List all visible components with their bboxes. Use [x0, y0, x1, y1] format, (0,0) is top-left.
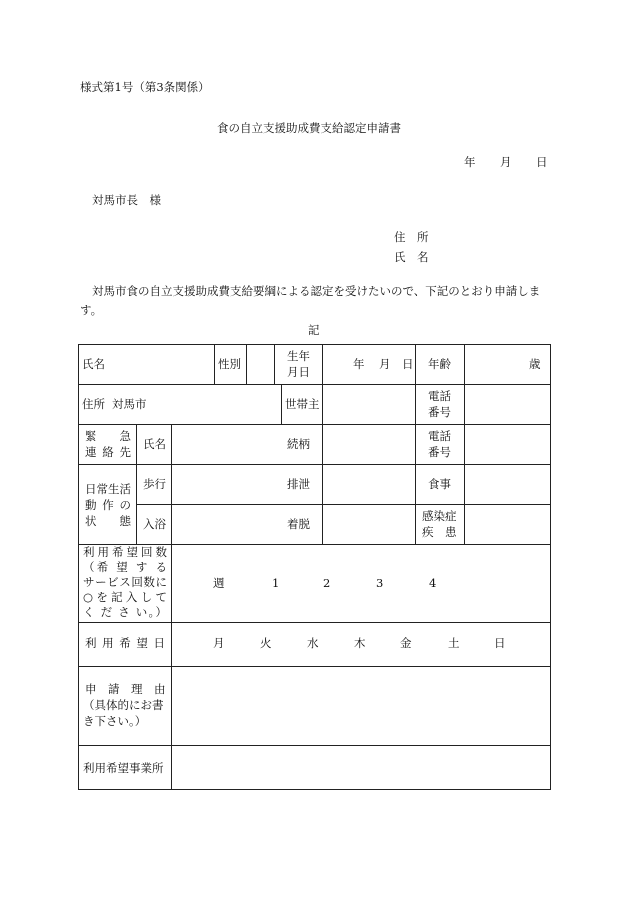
day-option-tuesday[interactable]: 火: [260, 636, 272, 650]
age-unit: 歳: [529, 357, 541, 371]
birth-day-unit: 日: [402, 357, 414, 371]
birthdate-label-line-2: 月日: [287, 365, 310, 379]
applicant-address-label: 住 所: [394, 230, 429, 244]
walking-label: 歩行: [143, 477, 166, 491]
application-form-table: [78, 344, 551, 790]
address-value: 対馬市: [112, 397, 147, 411]
frequency-option-1[interactable]: 1: [272, 576, 280, 590]
address-label: 住所: [82, 397, 105, 411]
date-day-label: 日: [536, 155, 548, 169]
birth-month-unit: 月: [379, 357, 391, 371]
eating-label: 食事: [428, 477, 451, 491]
desired-days-label: 利 用 希 望 日: [85, 636, 165, 650]
frequency-label-line-4: ○を記入して: [83, 590, 167, 604]
day-option-wednesday[interactable]: 水: [307, 636, 319, 650]
emergency-contact-label-line-2: 連 絡 先: [85, 445, 131, 459]
week-label: 週: [213, 576, 225, 590]
body-text-line-1: 対馬市食の自立支援助成費支給要綱による認定を受けたいので、下記のとおり申請しま: [92, 284, 541, 298]
phone-label-line-1: 電話: [428, 389, 451, 403]
emergency-name-label: 氏名: [143, 437, 166, 451]
relation-label: 続柄: [287, 437, 310, 451]
frequency-label-line-2: （希 望 す る: [83, 560, 167, 574]
dressing-label: 着脱: [287, 517, 310, 531]
day-option-friday[interactable]: 金: [400, 636, 412, 650]
age-label: 年齢: [428, 357, 451, 371]
addressee: 対馬市長 様: [92, 193, 161, 207]
form-number: 様式第1号（第3条関係）: [80, 80, 210, 94]
daily-living-label-line-3: 状 態: [85, 514, 131, 528]
frequency-option-4[interactable]: 4: [429, 576, 437, 590]
desired-office-label: 利用希望事業所: [83, 761, 164, 775]
date-month-label: 月: [500, 155, 512, 169]
emergency-phone-label-line-2: 番号: [428, 445, 451, 459]
day-option-monday[interactable]: 月: [213, 636, 225, 650]
birth-year-unit: 年: [353, 357, 365, 371]
applicant-name-label: 氏 名: [394, 250, 429, 264]
excretion-label: 排泄: [287, 477, 310, 491]
infection-label-line-1: 感染症: [422, 509, 457, 523]
body-text-line-2: す。: [80, 303, 103, 317]
day-option-saturday[interactable]: 土: [448, 636, 460, 650]
daily-living-label-line-1: 日常生活: [85, 482, 131, 496]
emergency-phone-label-line-1: 電話: [428, 429, 451, 443]
birthdate-label-line-1: 生年: [287, 349, 310, 363]
day-option-sunday[interactable]: 日: [494, 636, 506, 650]
frequency-label-line-5: く だ さ い。）: [83, 605, 167, 619]
reason-label-line-3: き下さい。）: [83, 714, 147, 728]
bathing-label: 入浴: [143, 517, 166, 531]
day-option-thursday[interactable]: 木: [354, 636, 366, 650]
date-year-label: 年: [464, 155, 476, 169]
frequency-label-line-1: 利用希望回数: [83, 545, 167, 559]
sex-label: 性別: [218, 357, 241, 371]
frequency-option-3[interactable]: 3: [376, 576, 384, 590]
frequency-label-line-3: サービス回数に: [83, 575, 167, 589]
reason-label-line-2: （具体的にお書: [83, 698, 164, 712]
reason-label-line-1: 申 請 理 由: [85, 682, 166, 696]
document-title: 食の自立支援助成費支給認定申請書: [217, 121, 401, 135]
householder-label: 世帯主: [285, 397, 320, 411]
phone-label-line-2: 番号: [428, 405, 451, 419]
daily-living-label-line-2: 動 作 の: [85, 498, 131, 512]
emergency-contact-label-line-1: 緊 急: [85, 429, 131, 443]
infection-label-line-2: 疾 患: [422, 525, 457, 539]
name-label: 氏名: [82, 357, 105, 371]
frequency-option-2[interactable]: 2: [323, 576, 331, 590]
ki-heading: 記: [308, 323, 320, 337]
